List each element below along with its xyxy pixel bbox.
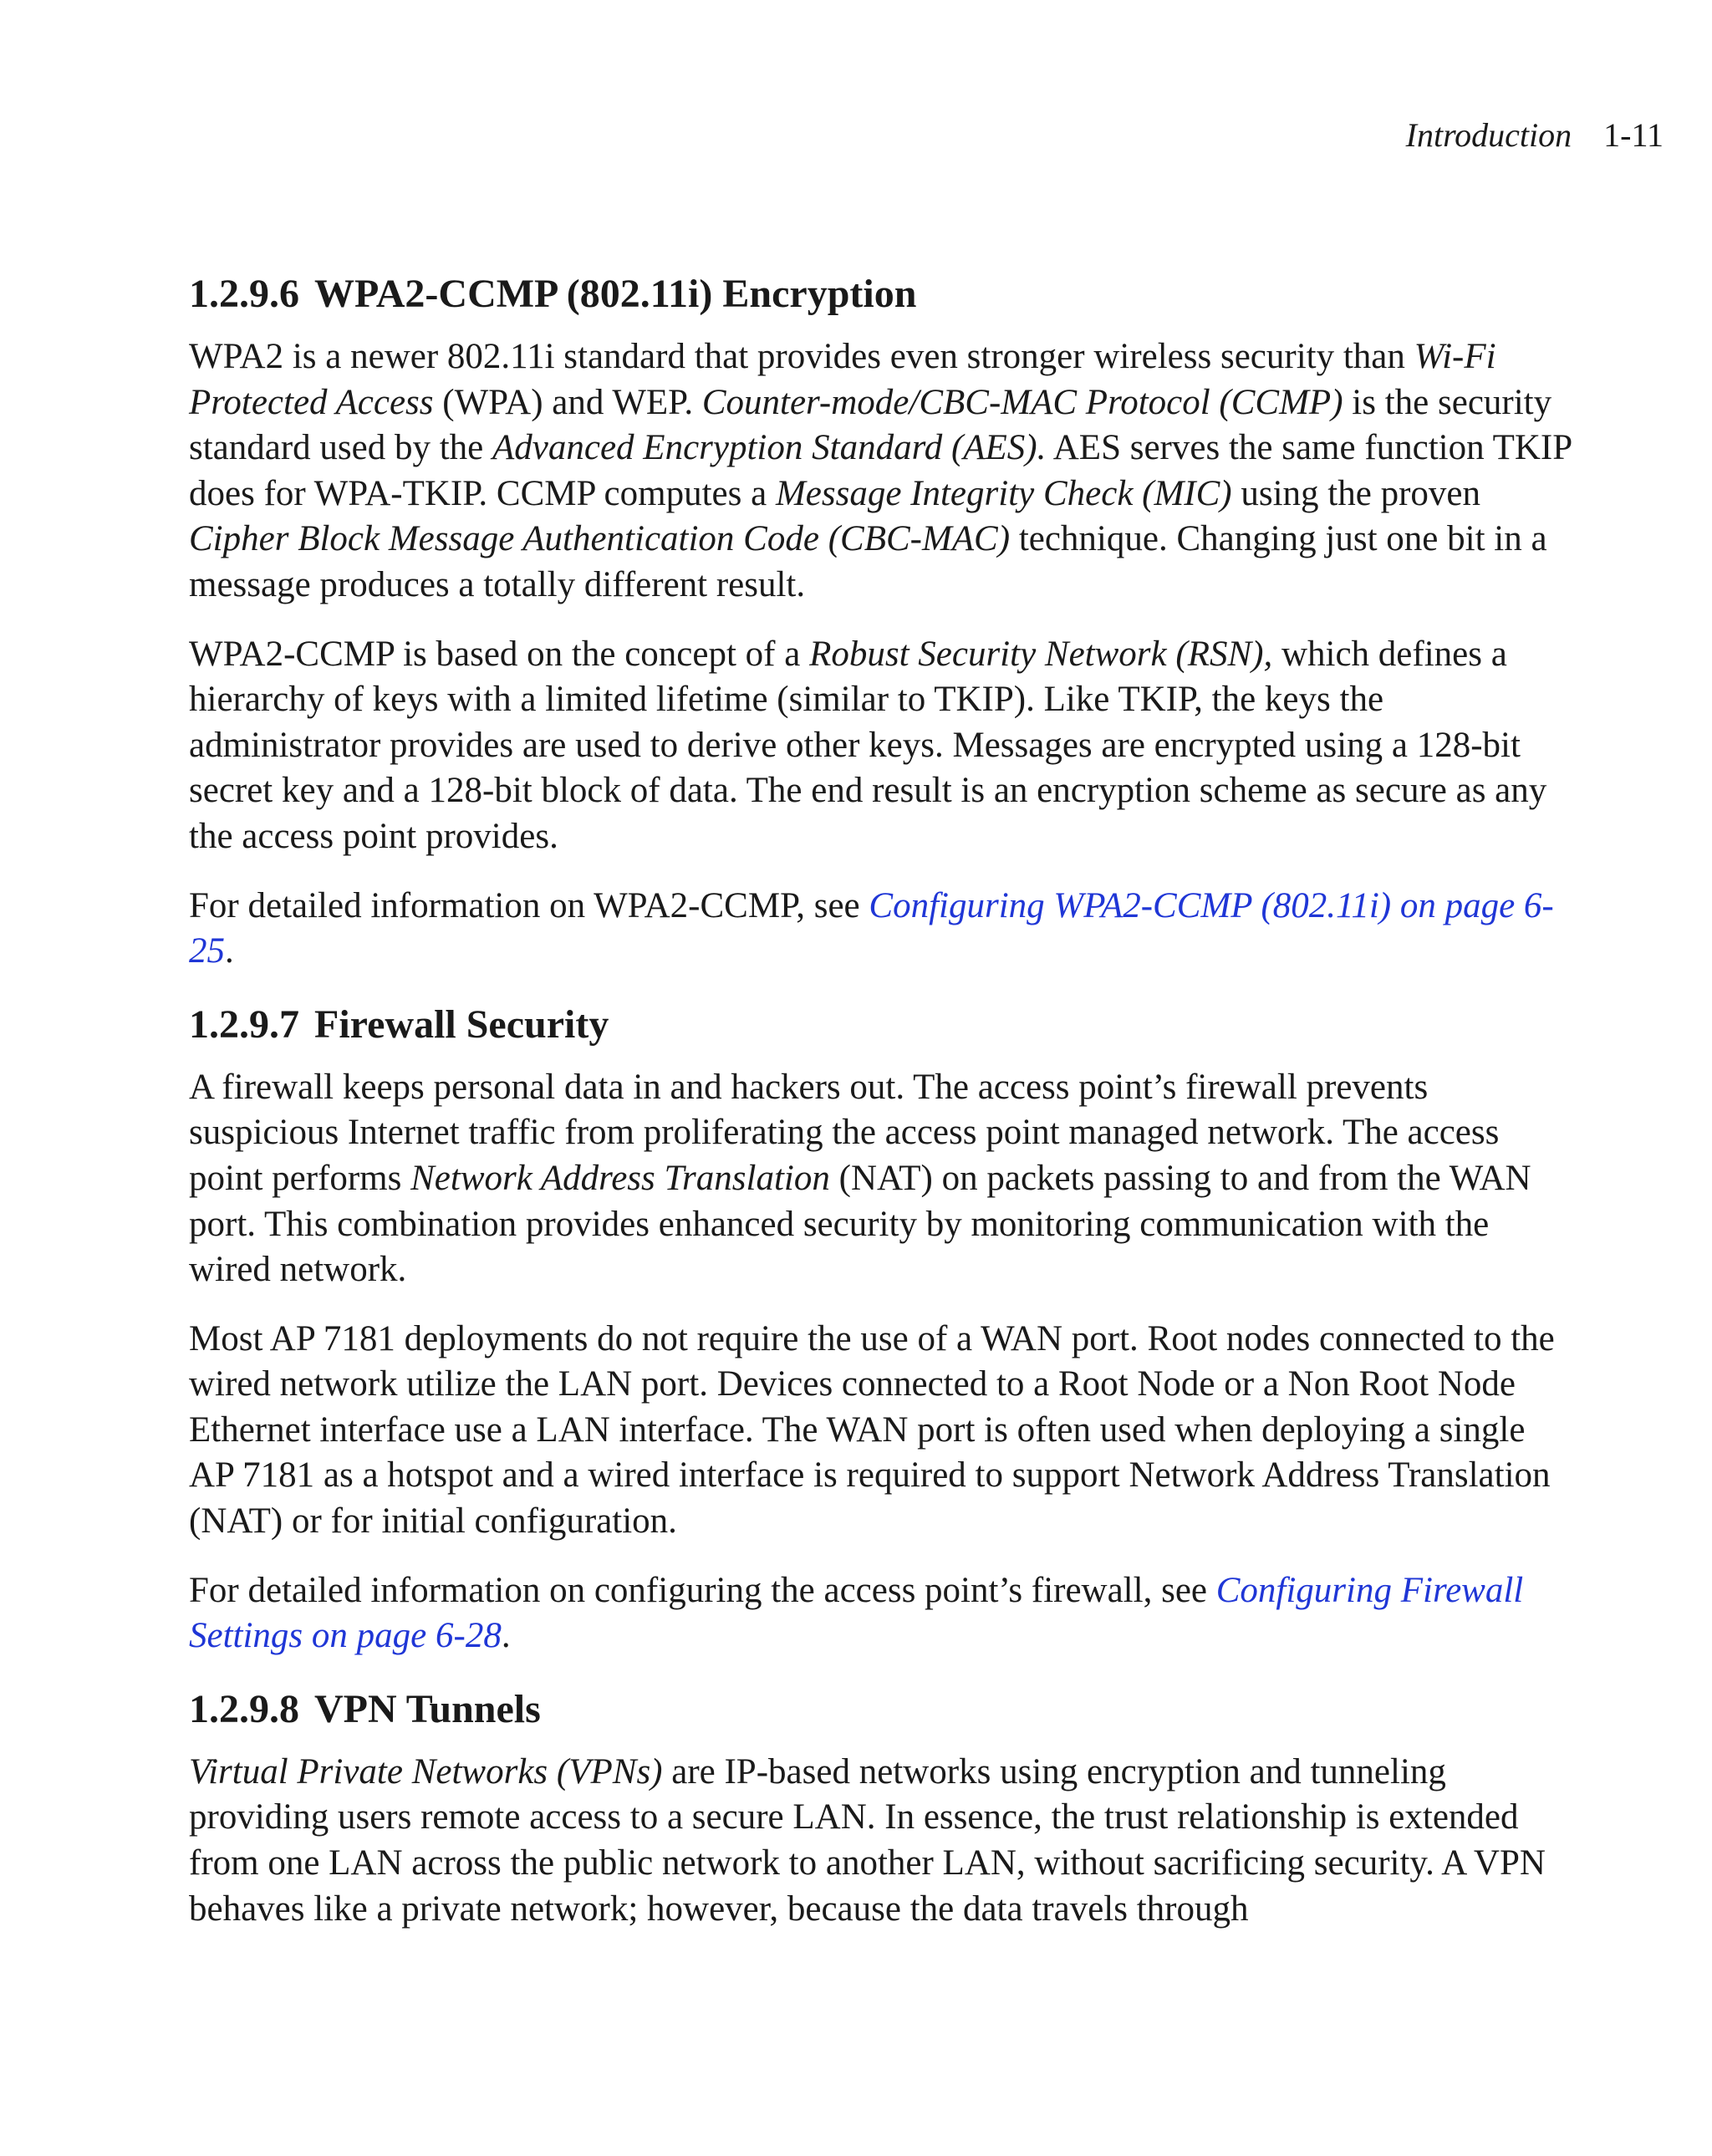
page-number: 1-11 xyxy=(1603,116,1664,154)
section-title: Firewall Security xyxy=(314,1002,609,1047)
term-wpa: Wi-Fi Protected Access xyxy=(189,337,1496,422)
section-title: WPA2-CCMP (802.11i) Encryption xyxy=(314,272,917,316)
section-heading-firewall-security xyxy=(189,1000,1577,1050)
text-run: WPA2-CCMP is based on the concept of a xyxy=(189,634,810,674)
paragraph-firewall-overview xyxy=(189,1065,1577,1293)
term-vpn: Virtual Private Networks (VPNs) xyxy=(189,1751,663,1792)
text-run: Most AP 7181 deployments do not require the use of a WAN port. Root nodes connected to the wired network utilize the LAN port. Devices connected to a Root Node or a Non Root Node Ethernet interface use a LAN interface. The WAN port is often used when deploying a single AP 7181 as a hotspot and a wired interface is required to support Network Address Translation (NAT) or for initial configuration. xyxy=(189,1318,1555,1542)
section-heading-wpa2-ccmp xyxy=(189,269,1577,319)
paragraph-vpn-overview xyxy=(189,1750,1577,1932)
paragraph-firewall-reference xyxy=(189,1568,1577,1659)
term-mic: Message Integrity Check (MIC) xyxy=(775,473,1232,513)
paragraph-firewall-wan-port xyxy=(189,1317,1577,1545)
text-run: (WPA) and WEP. xyxy=(433,382,702,422)
text-run: WPA2 is a newer 802.11i standard that provides even stronger wireless security than xyxy=(189,337,1414,376)
text-run: technique. Changing just one bit in a message produces a totally different result. xyxy=(189,519,1547,604)
text-run: . xyxy=(225,931,234,971)
text-run: . xyxy=(501,1616,511,1656)
paragraph-wpa2-overview xyxy=(189,334,1577,609)
text-run: AES serves the same function TKIP does for WPA-TKIP. CCMP computes a xyxy=(189,428,1572,513)
link-configuring-firewall-settings[interactable]: Configuring Firewall Settings on page 6-28 xyxy=(189,1570,1524,1656)
text-run: A firewall keeps personal data in and hackers out. The access point’s firewall prevents suspicious Internet traffic from proliferating the access point managed network. The access point performs xyxy=(189,1067,1500,1198)
text-run: are IP-based networks using encryption and tunneling providing users remote access to a secure LAN. In essence, the trust relationship is extended from one LAN across the public network to another LAN, without sacrificing security. A VPN behaves like a private network; however, because the data travels through xyxy=(189,1751,1546,1929)
term-cbc-mac: Cipher Block Message Authentication Code (CBC-MAC) xyxy=(189,519,1011,559)
page-body xyxy=(189,269,1577,1955)
text-run: is the security standard used by the xyxy=(189,382,1552,468)
link-configuring-wpa2-ccmp[interactable]: Configuring WPA2-CCMP (802.11i) on page 6-25 xyxy=(189,885,1554,971)
text-run: For detailed information on configuring the access point’s firewall, see xyxy=(189,1570,1216,1610)
term-ccmp: Counter-mode/CBC-MAC Protocol (CCMP) xyxy=(701,382,1343,422)
text-run: For detailed information on WPA2-CCMP, see xyxy=(189,885,869,925)
paragraph-wpa2-rsn xyxy=(189,632,1577,860)
text-run: using the proven xyxy=(1231,473,1480,513)
section-number: 1.2.9.7 xyxy=(189,1002,299,1047)
section-number: 1.2.9.8 xyxy=(189,1686,299,1731)
section-heading-vpn-tunnels xyxy=(189,1685,1577,1735)
term-aes: Advanced Encryption Standard (AES). xyxy=(492,428,1047,468)
term-nat: Network Address Translation xyxy=(410,1158,830,1198)
term-rsn: Robust Security Network (RSN), xyxy=(809,634,1273,674)
text-run: which defines a hierarchy of keys with a limited lifetime (similar to TKIP). Like TKIP, the keys the administrator provides are used to derive other keys. Messages are encrypted using a 128-bit secret key and a 128-bit block of data. The end result is an encryption scheme as secure as any the access point provides. xyxy=(189,634,1547,856)
section-title: VPN Tunnels xyxy=(314,1686,541,1731)
paragraph-wpa2-reference xyxy=(189,884,1577,975)
running-header-section-name: Introduction xyxy=(1405,116,1572,154)
text-run: (NAT) on packets passing to and from the WAN port. This combination provides enhanced security by monitoring communication with the wired network. xyxy=(189,1158,1531,1290)
running-header xyxy=(1406,115,1664,155)
section-number: 1.2.9.6 xyxy=(189,272,299,316)
